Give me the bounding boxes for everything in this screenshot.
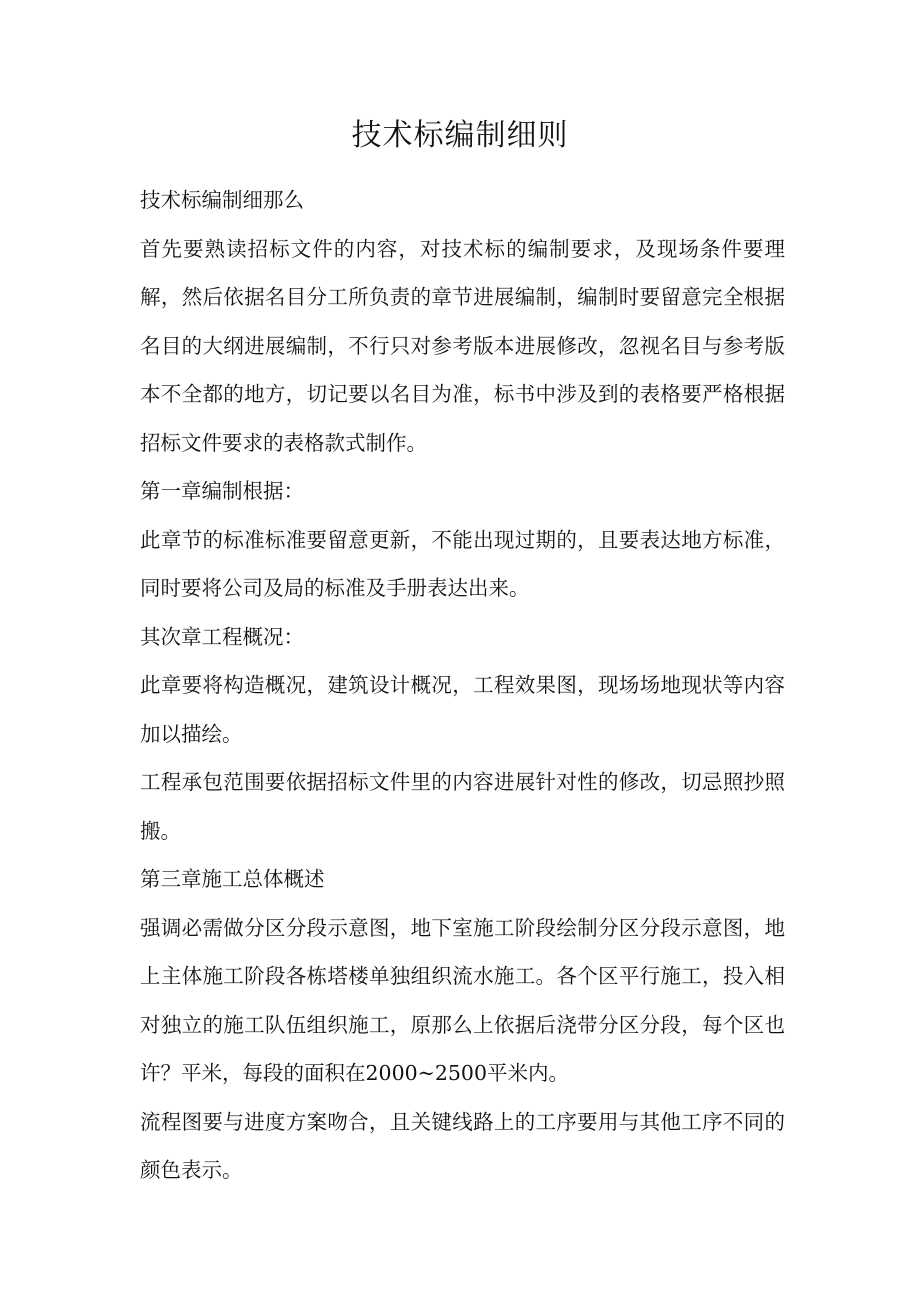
document-body (140, 176, 785, 1195)
intro-paragraph: 首先要熟读招标文件的内容，对技术标的编制要求，及现场条件要理解，然后依据名目分工所负责的章节进展编制，编制时要留意完全根据名目的大纲进展编制，不行只对参考版本进展修改，忽视名目与参考版本不全都的地方，切记要以名目为准，标书中涉及到的表格要严格根据招标文件要求的表格款式制作。 (140, 236, 785, 455)
chapter-3-heading: 第三章施工总体概述 (140, 867, 325, 891)
subtitle-paragraph: 技术标编制细那么 (140, 188, 304, 212)
flowchart-paragraph: 流程图要与进度方案吻合，且关键线路上的工序要用与其他工序不同的颜色表示。 (140, 1109, 785, 1182)
chapter-2-paragraph: 此章要将构造概况，建筑设计概况，工程效果图，现场场地现状等内容加以描绘。 (140, 673, 785, 746)
chapter-1-heading: 第一章编制根据： (140, 479, 304, 503)
chapter-1-paragraph: 此章节的标准标准要留意更新，不能出现过期的，且要表达地方标准，同时要将公司及局的标准及手册表达出来。 (140, 527, 785, 600)
chapter-2-scope-paragraph: 工程承包范围要依据招标文件里的内容进展针对性的修改，切忌照抄照搬。 (140, 770, 785, 843)
chapter-3-paragraph: 强调必需做分区分段示意图，地下室施工阶段绘制分区分段示意图，地上主体施工阶段各栋塔楼单独组织流水施工。各个区平行施工，投入相对独立的施工队伍组织施工，原那么上依据后浇带分区分段，每个区也许？平米，每段的面积在2000~2500平米内。 (140, 915, 785, 1085)
document-title: 技术标编制细则 (351, 118, 569, 153)
chapter-2-heading: 其次章工程概况： (140, 624, 304, 649)
